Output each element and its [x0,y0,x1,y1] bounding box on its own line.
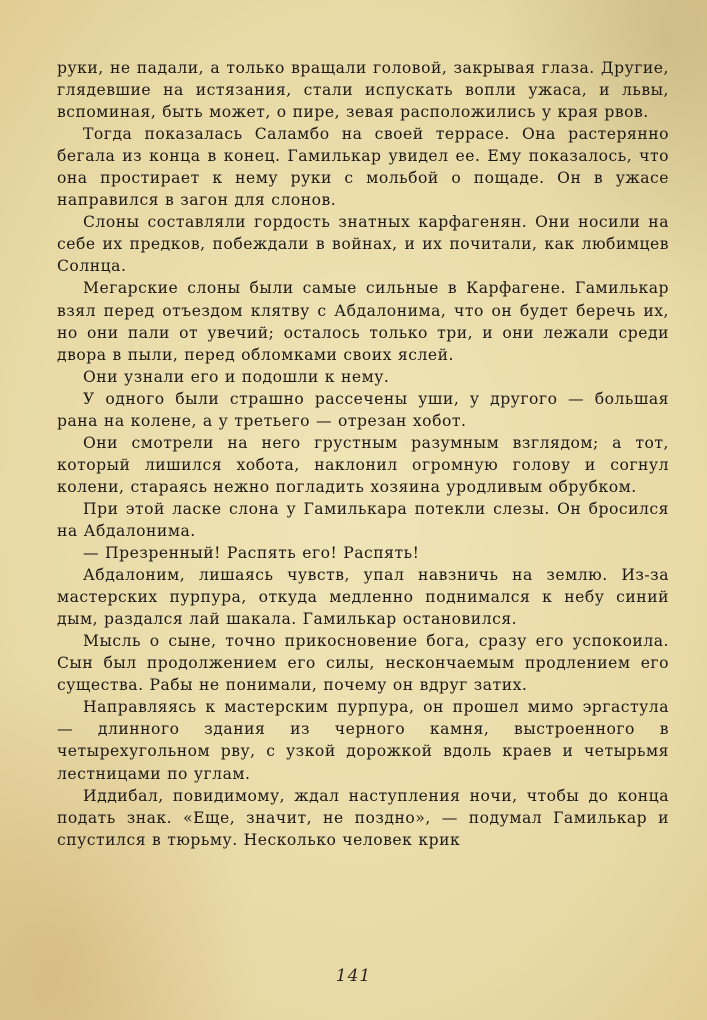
paragraph: Мегарские слоны были самые сильные в Карфагене. Гамилькар взял перед отъездом клятву с Абдалонима, что он будет беречь их, но они пали от увечий; осталось только три, и они лежали среди двора в пыли, перед обломками своих яслей. [57,279,669,364]
paragraph: Они узнали его и подошли к нему. [83,367,390,386]
paragraph-dialogue: — Презренный! Распять его! Распять! [83,544,420,563]
paragraph: Тогда показалась Саламбо на своей террасе. Она растерянно бегала из конца в конец. Гамилькар увидел ее. Ему показалось, что она простирает к нему руки с мольбой о пощаде. Он в ужасе направился в загон для слонов. [57,125,669,210]
paragraph: При этой ласке слона у Гамилькара потекли слезы. Он бросился на Абдалонима. [57,499,669,540]
paragraph: Они смотрели на него грустным разумным взглядом; а тот, который лишился хобота, наклонил огромную голову и согнул колени, стараясь нежно погладить хозяина уродливым обрубком. [57,433,669,496]
paragraph: Абдалоним, лишаясь чувств, упал навзничь на землю. Из-за мастерских пурпура, откуда медленно поднимался к небу синий дым, раздался лай шакала. Гамилькар остановился. [57,566,669,629]
paragraph: Направляясь к мастерским пурпура, он прошел мимо эргастула — длинного здания из черного камня, выстроенного в четырехугольном рву, с узкой дорожкой вдоль краев и четырьмя лестницами по углам. [57,698,669,783]
page-number: 141 [335,966,372,986]
paragraph: У одного были страшно рассечены уши, у другого — большая рана на колене, а у третьего — отрезан хобот. [57,389,669,430]
paragraph: Иддибал, повидимому, ждал наступления ночи, чтобы до конца подать знак. «Еще, значит, не поздно», — подумал Гамилькар и спустился в тюрьму. Несколько человек крик [57,786,669,849]
paragraph: Мысль о сыне, точно прикосновение бога, сразу его успокоила. Сын был продолжением его силы, нескончаемым продлением его существа. Рабы не понимали, почему он вдруг затих. [57,632,669,695]
body-text [57,57,669,851]
paragraph: Слоны составляли гордость знатных карфагенян. Они носили на себе их предков, побеждали в войнах, и их почитали, как любимцев Солнца. [57,213,669,276]
paragraph: руки, не падали, а только вращали головой, закрывая глаза. Другие, глядевшие на истязания, стали испускать вопли ужаса, и львы, вспоминая, быть может, о пире, зевая расположились у края рвов. [57,59,669,122]
